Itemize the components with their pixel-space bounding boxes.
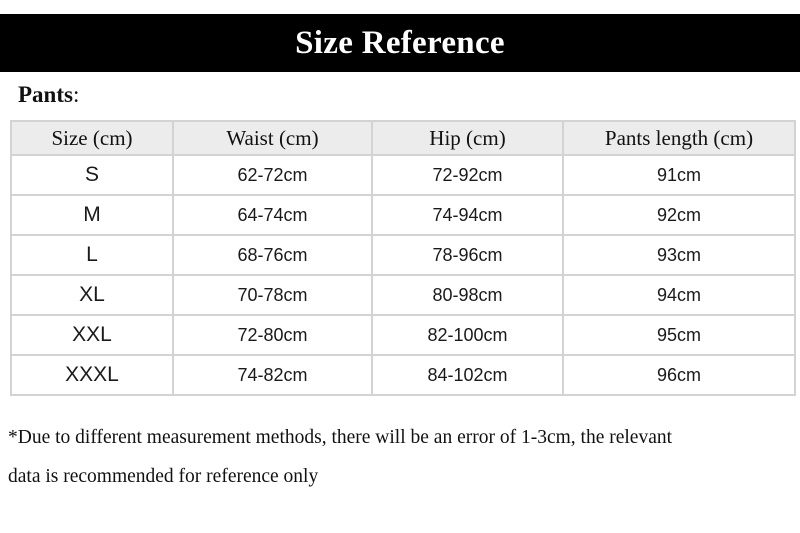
hip-cell: 74-94cm	[372, 195, 563, 235]
hip-cell: 84-102cm	[372, 355, 563, 395]
hip-cell: 80-98cm	[372, 275, 563, 315]
table-row	[11, 235, 795, 275]
waist-cell: 68-76cm	[173, 235, 372, 275]
waist-cell: 62-72cm	[173, 155, 372, 195]
hip-cell: 82-100cm	[372, 315, 563, 355]
table-row	[11, 275, 795, 315]
size-table	[10, 120, 796, 396]
pants-length-cell: 94cm	[563, 275, 795, 315]
waist-cell: 70-78cm	[173, 275, 372, 315]
pants-length-cell: 91cm	[563, 155, 795, 195]
banner-title: Size Reference	[295, 24, 505, 61]
size-cell: XXXL	[11, 355, 173, 395]
size-cell: XL	[11, 275, 173, 315]
waist-cell: 64-74cm	[173, 195, 372, 235]
header-size: Size (cm)	[11, 121, 173, 155]
size-cell: L	[11, 235, 173, 275]
section-label-text: Pants	[18, 82, 73, 107]
table-row	[11, 315, 795, 355]
table-header-row	[11, 121, 795, 155]
table-row	[11, 155, 795, 195]
waist-cell: 74-82cm	[173, 355, 372, 395]
footnote-line-2: data is recommended for reference only	[8, 466, 319, 487]
size-cell: S	[11, 155, 173, 195]
section-label-colon: :	[72, 82, 80, 107]
title-banner	[0, 14, 800, 72]
pants-length-cell: 96cm	[563, 355, 795, 395]
header-waist: Waist (cm)	[173, 121, 372, 155]
header-pants-length: Pants length (cm)	[563, 121, 795, 155]
size-cell: XXL	[11, 315, 173, 355]
footnote-line-1: *Due to different measurement methods, there will be an error of 1-3cm, the relevant	[8, 427, 673, 448]
waist-cell: 72-80cm	[173, 315, 372, 355]
size-cell: M	[11, 195, 173, 235]
footnote	[8, 418, 798, 496]
pants-length-cell: 95cm	[563, 315, 795, 355]
table-row	[11, 195, 795, 235]
hip-cell: 72-92cm	[372, 155, 563, 195]
header-hip: Hip (cm)	[372, 121, 563, 155]
hip-cell: 78-96cm	[372, 235, 563, 275]
section-label	[18, 82, 79, 108]
pants-length-cell: 92cm	[563, 195, 795, 235]
pants-length-cell: 93cm	[563, 235, 795, 275]
table-row	[11, 355, 795, 395]
